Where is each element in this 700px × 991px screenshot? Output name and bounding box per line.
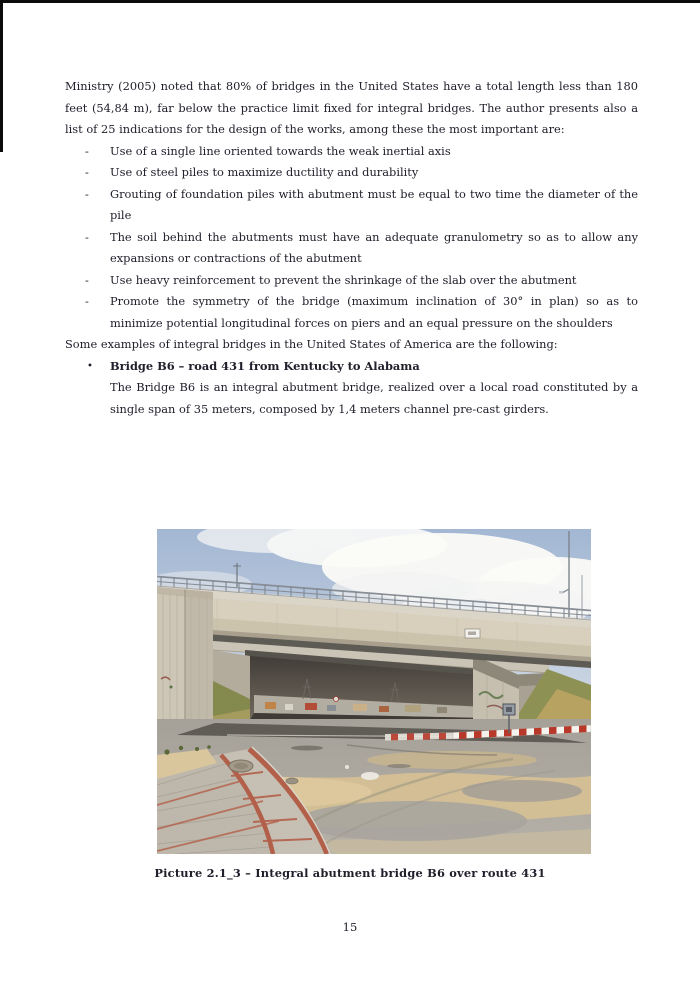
- list-item-text: Promote the symmetry of the bridge (maximum inclination of 30° in plan) so as to minimize potential longitudinal forces on piers and an equal pressure on the shoulders: [110, 294, 638, 330]
- intro-paragraph: Ministry (2005) noted that 80% of bridges in the United States have a total length less than 180 feet (54,84 m), far below the practice limit fixed for integral bridges. The author presents also a list of 25 indications for the design of the works, among these the most important are:: [65, 79, 638, 136]
- dash-marker: -: [85, 165, 89, 179]
- list-item-text: Use of a single line oriented towards the weak inertial axis: [110, 143, 451, 158]
- dash-marker: -: [85, 294, 89, 308]
- figure-caption: Picture 2.1_3 – Integral abutment bridge B6 over route 431: [154, 866, 546, 880]
- example-heading: [65, 356, 638, 378]
- scan-artifact-top-edge: [0, 0, 700, 3]
- list-item-text: Use heavy reinforcement to prevent the shrinkage of the slab over the abutment: [110, 272, 577, 287]
- dash-marker: -: [85, 229, 89, 244]
- list-item: [65, 291, 638, 334]
- list-item: [65, 141, 638, 163]
- bridge-photo: [157, 529, 591, 854]
- example-description: The Bridge B6 is an integral abutment bridge, realized over a local road constituted by a single span of 35 meters, composed by 1,4 meters channel pre-cast girders.: [110, 380, 638, 416]
- examples-paragraph: Some examples of integral bridges in the United States of America are the following:: [65, 337, 558, 351]
- indications-list: [65, 141, 638, 335]
- list-item: [65, 227, 638, 270]
- list-item-text: The soil behind the abutments must have an adequate granulometry so as to allow any expansions or contractions of the abutment: [110, 229, 638, 265]
- dash-marker: -: [85, 272, 89, 287]
- list-item: [65, 162, 638, 184]
- bullet-marker: •: [87, 360, 93, 372]
- example-heading-text: Bridge B6 – road 431 from Kentucky to Alabama: [110, 358, 420, 373]
- list-item-text: Grouting of foundation piles with abutment must be equal to two time the diameter of the pile: [110, 186, 638, 222]
- list-item: [65, 270, 638, 292]
- list-item-text: Use of steel piles to maximize ductility and durability: [110, 165, 419, 179]
- scan-artifact-left-edge: [0, 0, 3, 152]
- dash-marker: -: [85, 186, 89, 201]
- list-item: [65, 184, 638, 227]
- page-body: [65, 76, 638, 420]
- page-number: 15: [342, 920, 358, 934]
- road-debris: [361, 772, 379, 780]
- dash-marker: -: [85, 143, 89, 158]
